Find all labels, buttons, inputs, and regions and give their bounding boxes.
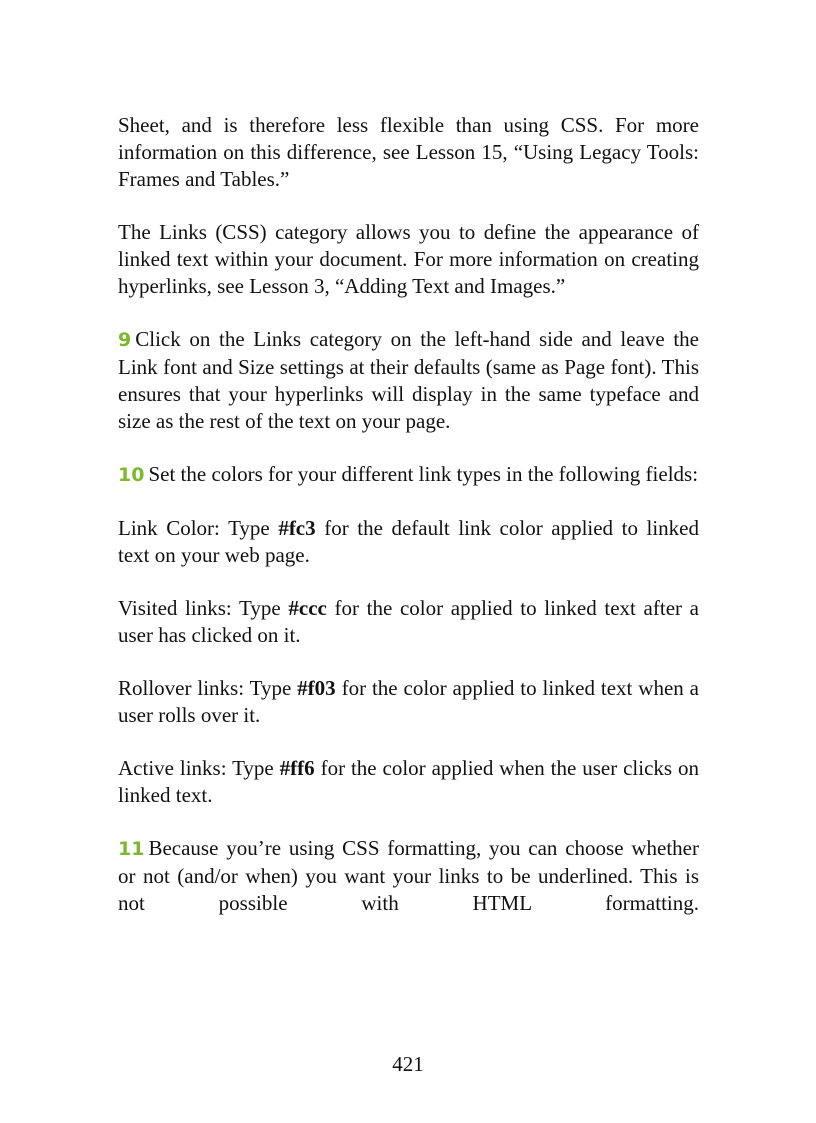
setting-value: #ccc	[288, 596, 327, 620]
step-9	[118, 326, 699, 435]
setting-suffix: for the color applied to linked text after a user has clicked on it.	[118, 596, 699, 647]
visited-links-setting	[118, 595, 699, 649]
document-page	[118, 112, 699, 943]
step-text: Because you’re using CSS formatting, you can choose whether or not (and/or when) you want your links to be underlined. This is not possible with HTML formatting.	[118, 836, 699, 915]
page-number: 421	[392, 1052, 424, 1076]
setting-value: #f03	[297, 676, 336, 700]
link-color-setting	[118, 515, 699, 569]
step-text: Set the colors for your different link types in the following fields:	[148, 462, 699, 486]
step-number: 11	[118, 838, 145, 860]
setting-value: #fc3	[278, 516, 316, 540]
setting-prefix: Active links: Type	[118, 756, 280, 780]
setting-suffix: for the color applied when the user clicks on linked text.	[118, 756, 699, 807]
step-10	[118, 461, 699, 489]
rollover-links-setting	[118, 675, 699, 729]
step-text: Click on the Links category on the left-hand side and leave the Link font and Size settings at their defaults (same as Page font). This ensures that your hyperlinks will display in the same typeface and size as the rest of the text on your page.	[118, 327, 699, 433]
setting-suffix: for the default link color applied to linked text on your web page.	[118, 516, 699, 567]
setting-prefix: Link Color: Type	[118, 516, 279, 540]
setting-suffix: for the color applied to linked text when a user rolls over it.	[118, 676, 699, 727]
paragraph-links-category: The Links (CSS) category allows you to define the appearance of linked text within your document. For more information on creating hyperlinks, see Lesson 3, “Adding Text and Images.”	[118, 220, 699, 298]
step-number: 9	[118, 329, 132, 351]
step-11	[118, 835, 699, 917]
paragraph-css-flexibility: Sheet, and is therefore less flexible than using CSS. For more information on this difference, see Lesson 15, “Using Legacy Tools: Frames and Tables.”	[118, 113, 699, 191]
setting-prefix: Rollover links: Type	[118, 676, 298, 700]
setting-value: #ff6	[279, 756, 315, 780]
step-number: 10	[118, 464, 145, 486]
setting-prefix: Visited links: Type	[118, 596, 289, 620]
active-links-setting	[118, 755, 699, 809]
